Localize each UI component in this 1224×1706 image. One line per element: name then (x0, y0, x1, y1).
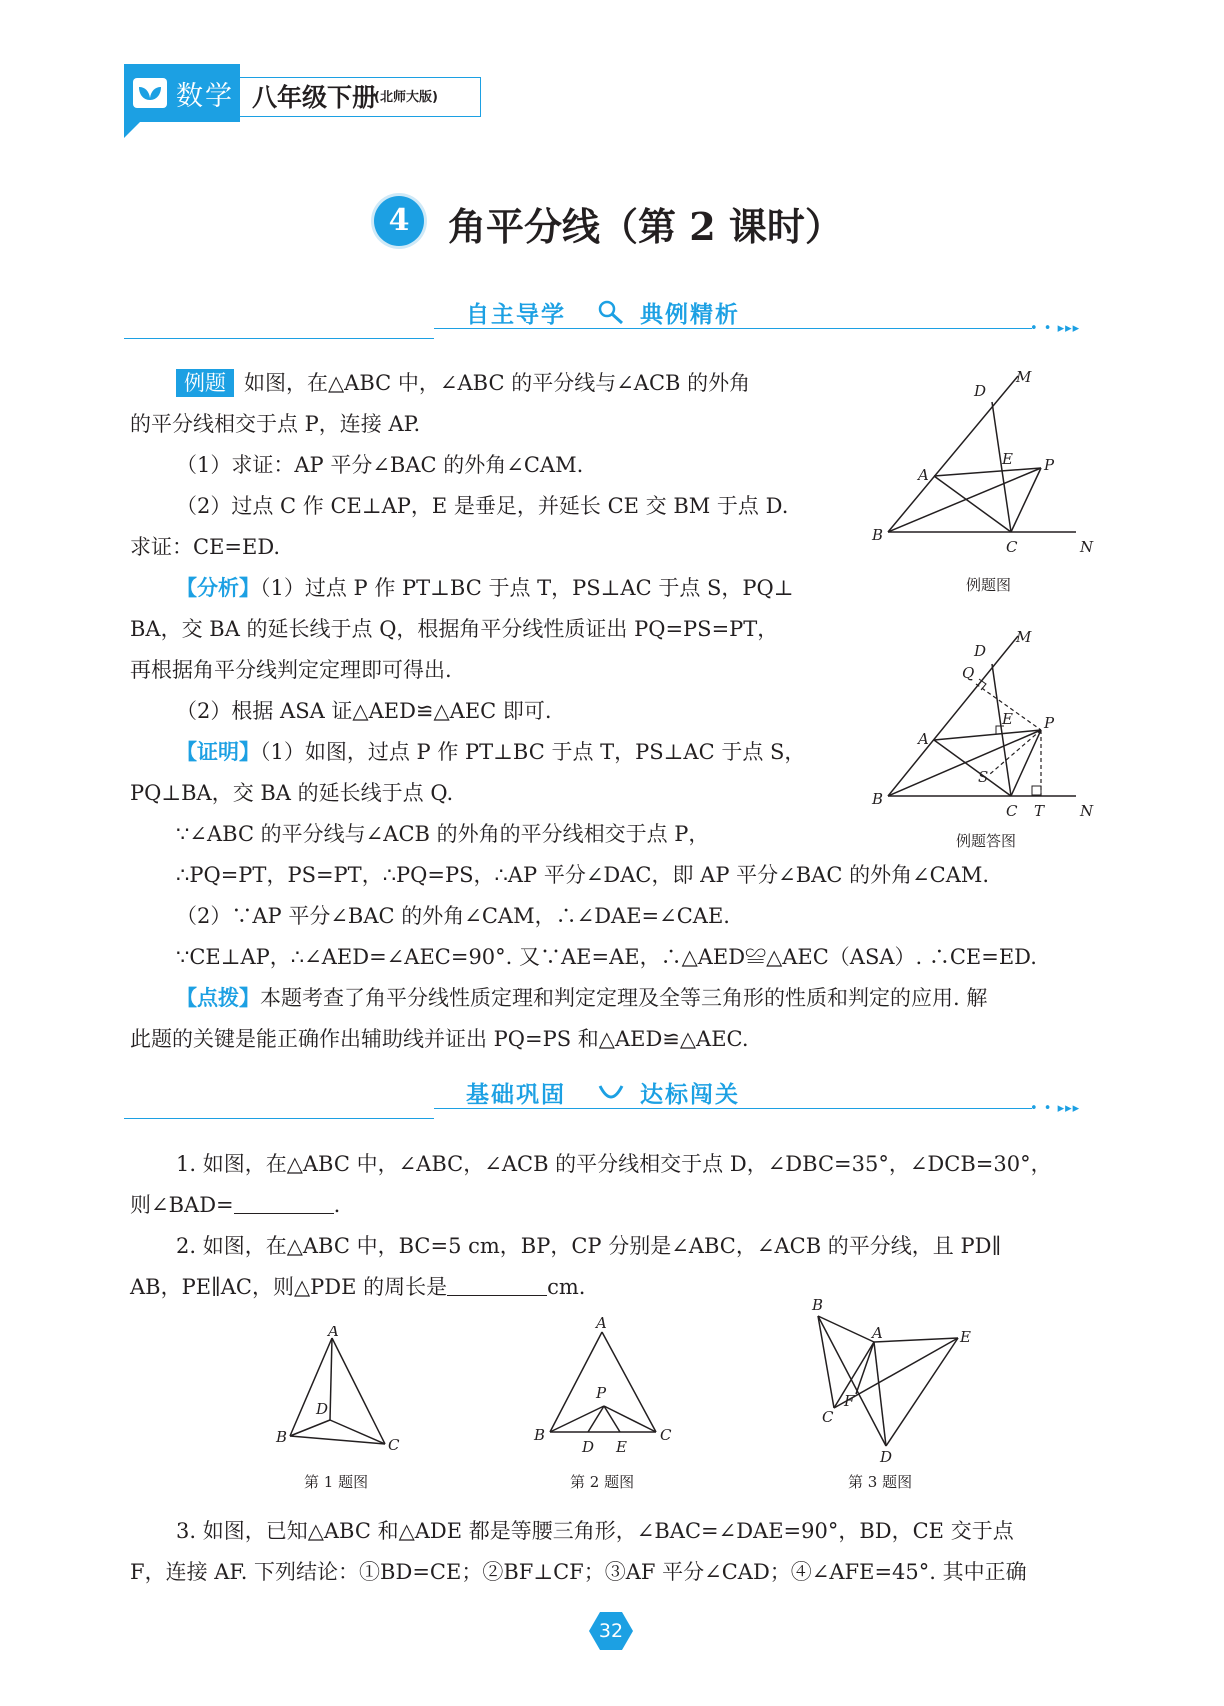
section1-arrow-dots: • • ▸▸▸ (1030, 321, 1081, 336)
q2-figure (530, 1316, 690, 1460)
header-grade: 八年级下册 (252, 83, 378, 112)
label-A: A (918, 466, 929, 484)
section1-title-right: 典例精析 (640, 302, 740, 328)
analysis-line-3: 再根据角平分线判定定理即可得出. (130, 658, 452, 682)
magnifier-icon (596, 298, 626, 330)
label-D: D (974, 382, 987, 400)
q3-line-2: F，连接 AF. 下列结论：①BD=CE；②BF⊥CF；③AF 平分∠CAD；④∠AFE=45°. 其中正确 (130, 1560, 1027, 1584)
tip-line-1: 【点拨】本题考查了角平分线性质定理和判定定理及全等三角形的性质和判定的应用. 解 (176, 986, 988, 1010)
label-Q: Q (962, 664, 975, 682)
label-C: C (1006, 802, 1018, 820)
label-A: A (596, 1316, 607, 1332)
analysis-line-2: BA，交 BA 的延长线于点 Q，根据角平分线性质证出 PQ=PS=PT， (130, 617, 779, 641)
label-B: B (812, 1296, 824, 1314)
q1-answer-blank[interactable] (234, 1193, 334, 1214)
q3-figure (800, 1296, 990, 1470)
label-A: A (918, 730, 929, 748)
proof-line-3: ∵∠ABC 的平分线与∠ACB 的外角的平分线相交于点 P， (176, 822, 710, 846)
label-C: C (1006, 538, 1018, 556)
label-C: C (660, 1426, 672, 1444)
label-A: A (872, 1324, 883, 1342)
analysis-tag: 【分析】 (176, 576, 260, 600)
label-B: B (872, 790, 884, 808)
example-line-2: 的平分线相交于点 P，连接 AP. (130, 412, 421, 436)
section2-title-right: 达标闯关 (640, 1082, 740, 1108)
label-B: B (872, 526, 884, 544)
header-subject: 数学 (176, 81, 234, 112)
tip-line-2: 此题的关键是能正确作出辅助线并证出 PQ=PS 和△AED≌△AEC. (130, 1027, 749, 1051)
label-B: B (276, 1428, 288, 1446)
header-tab-tail (124, 120, 142, 138)
q2-figure-caption: 第 2 题图 (570, 1473, 635, 1491)
example-line-5: 求证：CE=ED. (130, 535, 281, 559)
section2-title-left: 基础巩固 (466, 1082, 566, 1108)
label-B: B (534, 1426, 546, 1444)
lesson-number-badge: 4 (374, 196, 424, 246)
label-F: F (844, 1392, 855, 1410)
header-edition: (北师大版) (374, 90, 438, 105)
label-P: P (1044, 456, 1055, 474)
smile-icon (596, 1082, 626, 1110)
label-S: S (978, 768, 989, 786)
q2-line-2: AB，PE∥AC，则△PDE 的周长是 cm. (130, 1275, 586, 1299)
book-logo-icon (133, 78, 167, 108)
example-line-3: （1）求证：AP 平分∠BAC 的外角∠CAM. (176, 453, 584, 477)
label-P: P (1044, 714, 1055, 732)
proof-line-2: PQ⊥BA，交 BA 的延长线于点 Q. (130, 781, 454, 805)
page-number: 32 (598, 1620, 624, 1642)
label-E: E (1002, 450, 1013, 468)
label-D: D (974, 642, 987, 660)
q3-figure-caption: 第 3 题图 (848, 1473, 913, 1491)
tip-tag: 【点拨】 (176, 986, 260, 1010)
proof-tag: 【证明】 (176, 740, 260, 764)
example-figure-caption: 例题图 (966, 576, 1012, 594)
label-D: D (582, 1438, 595, 1456)
section2-left-line (124, 1118, 434, 1119)
proof-line-6: ∵CE⊥AP，∴∠AED=∠AEC=90°. 又∵AE=AE，∴△AED≌△AEC（ASA）. ∴CE=ED. (176, 945, 1037, 969)
q1-line-1: 1. 如图，在△ABC 中，∠ABC，∠ACB 的平分线相交于点 D，∠DBC=35°，∠DCB=30°， (176, 1152, 1052, 1176)
label-N: N (1080, 538, 1094, 556)
q2-line-1: 2. 如图，在△ABC 中，BC=5 cm，BP，CP 分别是∠ABC，∠ACB 的平分线，且 PD∥ (176, 1234, 1002, 1258)
label-D: D (880, 1448, 893, 1466)
label-E: E (616, 1438, 627, 1456)
q1-line-2: 则∠BAD= . (130, 1193, 341, 1217)
section1-title-left: 自主导学 (466, 302, 566, 328)
label-E: E (960, 1328, 971, 1346)
lesson-title: 角平分线（第 2 课时） (448, 204, 843, 249)
label-M: M (1016, 628, 1032, 646)
label-C: C (388, 1436, 400, 1454)
label-E: E (1002, 710, 1013, 728)
analysis-line-4: （2）根据 ASA 证△AED≌△AEC 即可. (176, 699, 552, 723)
example-answer-figure (866, 624, 1106, 828)
label-T: T (1034, 802, 1045, 820)
example-line-1: 例题 如图，在△ABC 中，∠ABC 的平分线与∠ACB 的外角 (176, 369, 750, 397)
section1-left-line (124, 338, 434, 339)
label-C: C (822, 1408, 834, 1426)
q1-figure (270, 1326, 410, 1460)
section2-arrow-dots: • • ▸▸▸ (1030, 1101, 1081, 1116)
label-N: N (1080, 802, 1094, 820)
q1-figure-caption: 第 1 题图 (304, 1473, 369, 1491)
label-D: D (316, 1400, 329, 1418)
proof-line-1: 【证明】（1）如图，过点 P 作 PT⊥BC 于点 T，PS⊥AC 于点 S， (176, 740, 806, 764)
example-answer-figure-caption: 例题答图 (956, 832, 1017, 850)
proof-line-5: （2）∵AP 平分∠BAC 的外角∠CAM，∴∠DAE=∠CAE. (176, 904, 730, 928)
label-M: M (1016, 368, 1032, 386)
label-A: A (328, 1326, 339, 1340)
example-figure (866, 364, 1106, 568)
label-P: P (596, 1384, 607, 1402)
example-line-4: （2）过点 C 作 CE⊥AP，E 是垂足，并延长 CE 交 BM 于点 D. (176, 494, 789, 518)
q3-line-1: 3. 如图，已知△ABC 和△ADE 都是等腰三角形，∠BAC=∠DAE=90°，BD，CE 交于点 (176, 1519, 1014, 1543)
q2-answer-blank[interactable] (447, 1275, 547, 1296)
proof-line-4: ∴PQ=PT，PS=PT，∴PQ=PS，∴AP 平分∠DAC，即 AP 平分∠BAC 的外角∠CAM. (176, 863, 990, 887)
analysis-line-1: 【分析】（1）过点 P 作 PT⊥BC 于点 T，PS⊥AC 于点 S，PQ⊥ (176, 576, 794, 600)
example-tag: 例题 (176, 369, 234, 397)
